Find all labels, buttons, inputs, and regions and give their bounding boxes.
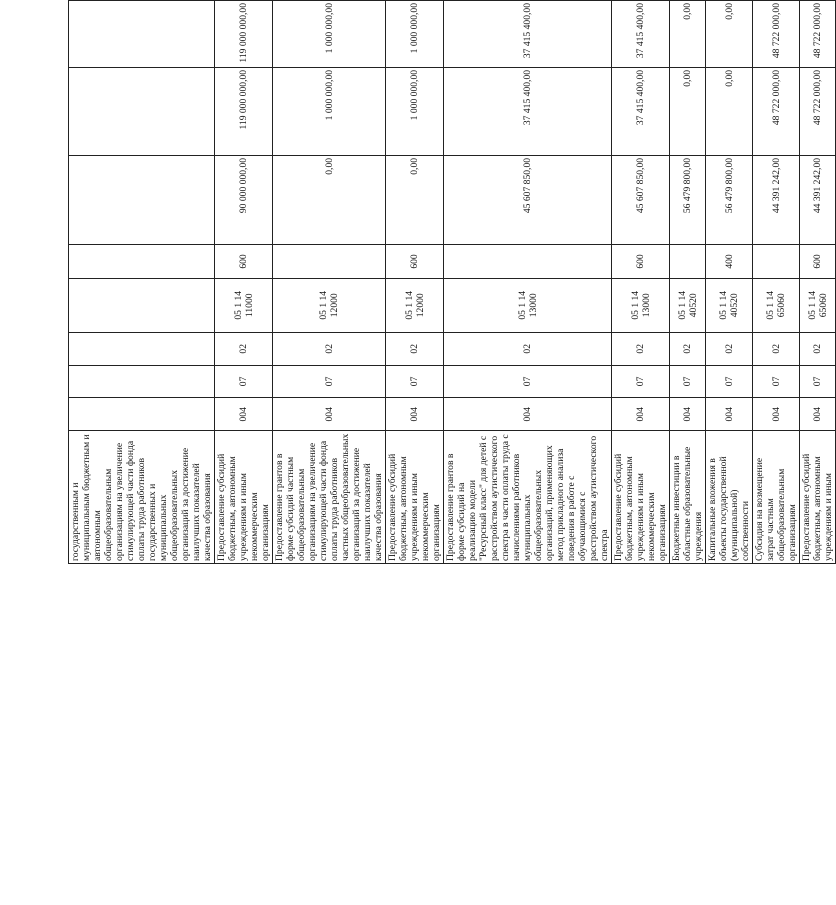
razdel-cell: 07 — [273, 365, 386, 398]
row-name-cell: Предоставление субсидий бюджетным, автономным учреждениям и иным некоммерческим организациям — [386, 431, 444, 564]
podrazdel-cell — [69, 332, 215, 365]
vr-cell — [753, 245, 800, 278]
row-name-cell: Предоставление субсидий бюджетным, автономным учреждениям и иным — [800, 431, 836, 564]
table-row — [273, 1, 386, 564]
razdel-cell: 07 — [444, 365, 612, 398]
amount2-cell: 37 415 400,00 — [612, 67, 670, 155]
grbs-cell: 004 — [706, 398, 753, 431]
podrazdel-cell: 02 — [386, 332, 444, 365]
razdel-cell — [69, 365, 215, 398]
amount3-cell: 0,00 — [706, 1, 753, 68]
amount2-cell: 0,00 — [706, 67, 753, 155]
table-row — [444, 1, 612, 564]
table-row — [800, 1, 836, 564]
razdel-cell: 07 — [386, 365, 444, 398]
csr-cell: 05 1 14 12000 — [273, 278, 386, 332]
row-name-cell: государственным и муниципальным бюджетным и автономным общеобразовательным организациям на увеличение стимулирующей части фонда оплаты труда работников государственных и муниципальных общеобразовательных организаций за достижение наилучших показателей качества образования — [69, 431, 215, 564]
csr-cell: 05 1 14 40520 — [670, 278, 706, 332]
grbs-cell: 004 — [444, 398, 612, 431]
row-name-cell: Предоставление субсидий бюджетным, автономным учреждениям и иным некоммерческим организациям — [215, 431, 273, 564]
amount3-cell: 37 415 400,00 — [444, 1, 612, 68]
razdel-cell: 07 — [706, 365, 753, 398]
vr-cell — [69, 245, 215, 278]
amount1-cell: 56 479 800,00 — [670, 155, 706, 244]
row-name-cell: Предоставление грантов в форме субсидий на реализацию модели "Ресурсный класс" для детей с расстройством аутистического спектра в части оплаты труда с начислениями работников муниципальных общеобразовательных организаций, применяющих метод прикладного анализа поведения в работе с обучающимися с расстройством аутистического спектра — [444, 431, 612, 564]
amount1-cell: 44 391 242,00 — [800, 155, 836, 244]
podrazdel-cell: 02 — [706, 332, 753, 365]
csr-cell: 05 1 14 65060 — [800, 278, 836, 332]
podrazdel-cell: 02 — [215, 332, 273, 365]
table-row — [386, 1, 444, 564]
vr-cell: 600 — [215, 245, 273, 278]
amount2-cell: 48 722 000,00 — [800, 67, 836, 155]
row-name-cell: Капитальные вложения в объекты государственной (муниципальной) собственности — [706, 431, 753, 564]
amount1-cell: 0,00 — [386, 155, 444, 244]
vr-cell — [670, 245, 706, 278]
budget-table — [68, 0, 836, 564]
grbs-cell: 004 — [800, 398, 836, 431]
csr-cell: 05 1 14 13000 — [612, 278, 670, 332]
csr-cell: 05 1 14 13000 — [444, 278, 612, 332]
amount2-cell: 0,00 — [670, 67, 706, 155]
grbs-cell: 004 — [386, 398, 444, 431]
vr-cell: 600 — [800, 245, 836, 278]
podrazdel-cell: 02 — [670, 332, 706, 365]
table-row — [753, 1, 800, 564]
amount1-cell: 0,00 — [273, 155, 386, 244]
amount3-cell: 48 722 000,00 — [800, 1, 836, 68]
grbs-cell: 004 — [612, 398, 670, 431]
razdel-cell: 07 — [215, 365, 273, 398]
razdel-cell: 07 — [800, 365, 836, 398]
grbs-cell: 004 — [215, 398, 273, 431]
amount3-cell: 119 000 000,00 — [215, 1, 273, 68]
amount2-cell: 48 722 000,00 — [753, 67, 800, 155]
amount3-cell: 0,00 — [670, 1, 706, 68]
csr-cell: 05 1 14 40520 — [706, 278, 753, 332]
amount3-cell: 48 722 000,00 — [753, 1, 800, 68]
amount3-cell — [69, 1, 215, 68]
csr-cell — [69, 278, 215, 332]
amount1-cell: 45 607 850,00 — [612, 155, 670, 244]
amount2-cell — [69, 67, 215, 155]
podrazdel-cell: 02 — [273, 332, 386, 365]
grbs-cell: 004 — [273, 398, 386, 431]
grbs-cell: 004 — [670, 398, 706, 431]
table-row — [670, 1, 706, 564]
row-name-cell: Бюджетные инвестиции в областные образовательные учреждения — [670, 431, 706, 564]
row-name-cell: Предоставление грантов в форме субсидий частным общеобразовательным организациям на увеличение стимулирующей части фонда оплаты труда работников частных общеобразовательных организаций за достижение наилучших показателей качества образования — [273, 431, 386, 564]
amount1-cell: 90 000 000,00 — [215, 155, 273, 244]
amount1-cell: 56 479 800,00 — [706, 155, 753, 244]
grbs-cell — [69, 398, 215, 431]
row-name-cell: Субсидия на возмещение затрат частным общеобразовательным организациям — [753, 431, 800, 564]
vr-cell — [444, 245, 612, 278]
csr-cell: 05 1 14 12000 — [386, 278, 444, 332]
amount3-cell: 1 000 000,00 — [386, 1, 444, 68]
razdel-cell: 07 — [612, 365, 670, 398]
amount2-cell: 1 000 000,00 — [273, 67, 386, 155]
razdel-cell: 07 — [670, 365, 706, 398]
amount2-cell: 37 415 400,00 — [444, 67, 612, 155]
amount1-cell: 45 607 850,00 — [444, 155, 612, 244]
podrazdel-cell: 02 — [753, 332, 800, 365]
csr-cell: 05 1 14 65060 — [753, 278, 800, 332]
table-row — [69, 1, 215, 564]
table-row — [215, 1, 273, 564]
podrazdel-cell: 02 — [612, 332, 670, 365]
amount1-cell: 44 391 242,00 — [753, 155, 800, 244]
amount1-cell — [69, 155, 215, 244]
grbs-cell: 004 — [753, 398, 800, 431]
amount3-cell: 1 000 000,00 — [273, 1, 386, 68]
amount2-cell: 1 000 000,00 — [386, 67, 444, 155]
vr-cell — [273, 245, 386, 278]
vr-cell: 600 — [612, 245, 670, 278]
row-name-cell: Предоставление субсидий бюджетным, автономным учреждениям и иным некоммерческим организациям — [612, 431, 670, 564]
podrazdel-cell: 02 — [444, 332, 612, 365]
table-row — [612, 1, 670, 564]
amount2-cell: 119 000 000,00 — [215, 67, 273, 155]
table-row — [706, 1, 753, 564]
amount3-cell: 37 415 400,00 — [612, 1, 670, 68]
podrazdel-cell: 02 — [800, 332, 836, 365]
vr-cell: 400 — [706, 245, 753, 278]
vr-cell: 600 — [386, 245, 444, 278]
csr-cell: 05 1 14 11000 — [215, 278, 273, 332]
razdel-cell: 07 — [753, 365, 800, 398]
